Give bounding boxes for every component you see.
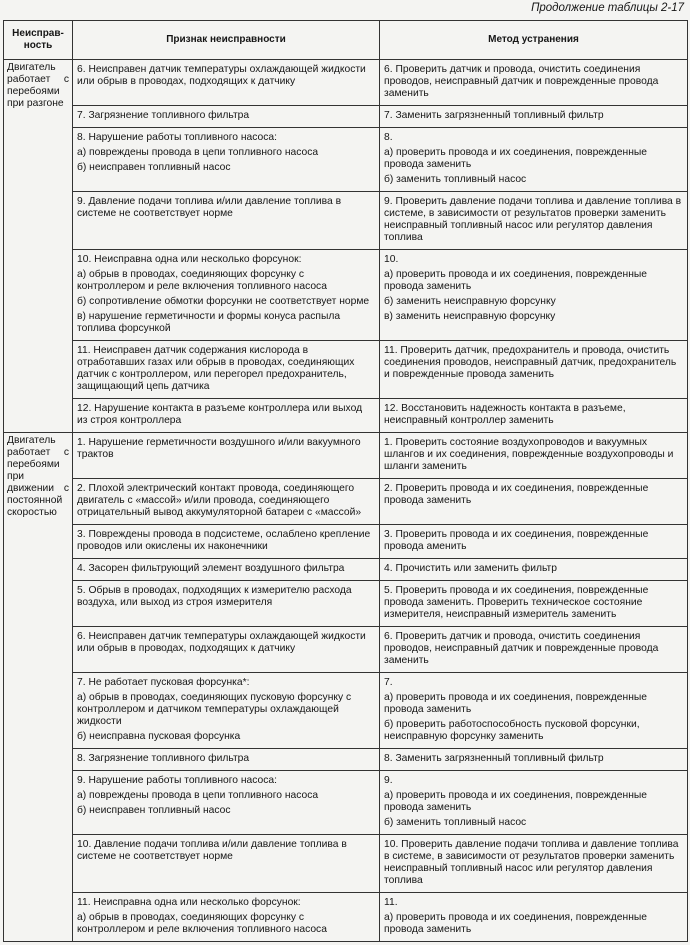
symptom-cell [73, 128, 380, 192]
table-row [4, 581, 688, 627]
symptom-cell [73, 771, 380, 835]
symptom-text: а) обрыв в проводах, соединяющих форсунку с контроллером и реле включения топливного насоса [77, 912, 327, 935]
fault-cell: Двигатель работает с перебоями при движении с постоянной скоростью [4, 433, 73, 942]
method-text: а) проверить провода и их соединения, поврежденные провода заменить [384, 147, 648, 170]
symptom-text: 11. Неисправна одна или несколько форсунок: [77, 897, 301, 908]
method-text: 9. [384, 775, 393, 786]
method-text: б) заменить топливный насос [384, 817, 527, 828]
symptom-cell [73, 479, 380, 525]
table-row [4, 479, 688, 525]
method-cell [380, 60, 688, 106]
method-text: 5. Проверить провода и их соединения, поврежденные провода заменить. Проверить техническое состояние измерителя, неисправный измеритель заменить [384, 585, 649, 620]
symptom-text: а) повреждены провода в цепи топливного насоса [77, 790, 319, 801]
table-row [4, 893, 688, 942]
method-text: б) заменить неисправную форсунку [384, 296, 556, 307]
symptom-text: 6. Неисправен датчик температуры охлаждающей жидкости или обрыв в проводах, подходящих к датчику [77, 64, 366, 87]
method-text: 9. Проверить давление подачи топлива и давление топлива в системе, в зависимости от результатов проверки заменить неисправный топливный насос или регулятор давления топлива [384, 196, 682, 243]
table-row [4, 749, 688, 771]
symptom-cell [73, 60, 380, 106]
method-cell [380, 835, 688, 893]
symptom-text: б) сопротивление обмотки форсунки не соответствует норме [77, 296, 370, 307]
symptom-cell [73, 433, 380, 479]
method-text: 4. Прочистить или заменить фильтр [384, 563, 557, 574]
symptom-text: 8. Нарушение работы топливного насоса: [77, 132, 278, 143]
symptom-cell [73, 192, 380, 250]
symptom-cell [73, 835, 380, 893]
method-cell [380, 479, 688, 525]
method-text: 11. [384, 897, 398, 908]
method-text: 8. Заменить загрязненный топливный фильтр [384, 753, 604, 764]
method-text: а) проверить провода и их соединения, поврежденные провода заменить [384, 269, 648, 292]
table-row [4, 673, 688, 749]
symptom-cell [73, 581, 380, 627]
symptom-text: 6. Неисправен датчик температуры охлаждающей жидкости или обрыв в проводах, подходящих к датчику [77, 631, 366, 654]
table-row [4, 399, 688, 433]
table-caption: Продолжение таблицы 2-17 [531, 2, 684, 14]
table-row [4, 433, 688, 479]
method-text: а) проверить провода и их соединения, поврежденные провода заменить [384, 692, 648, 715]
method-cell [380, 341, 688, 399]
method-cell [380, 893, 688, 942]
table-body [4, 60, 688, 942]
method-text: 6. Проверить датчик и провода, очистить соединения проводов, неисправный датчик и поврежденные провода заменить [384, 64, 659, 99]
symptom-cell [73, 559, 380, 581]
symptom-text: б) неисправна пусковая форсунка [77, 731, 241, 742]
symptom-text: 10. Давление подачи топлива и/или давление топлива в системе не соответствует норме [77, 839, 347, 862]
symptom-text: 9. Давление подачи топлива и/или давление топлива в системе не соответствует норме [77, 196, 342, 219]
symptom-text: 7. Не работает пусковая форсунка*: [77, 677, 250, 688]
fault-table [3, 20, 688, 942]
table-row [4, 627, 688, 673]
method-text: б) проверить работоспособность пусковой форсунки, неисправную форсунку заменить [384, 719, 640, 742]
method-text: 12. Восстановить надежность контакта в разъеме, неисправный контроллер заменить [384, 403, 626, 426]
method-cell [380, 192, 688, 250]
method-text: 7. [384, 677, 393, 688]
symptom-cell [73, 250, 380, 341]
method-text: 7. Заменить загрязненный топливный фильтр [384, 110, 604, 121]
symptom-text: 2. Плохой электрический контакт провода, соединяющего двигатель с «массой» и/или провода, соединяющего отрицательный вывод аккумуляторной батареи с «массой» [77, 483, 362, 518]
method-text: 11. Проверить датчик, предохранитель и провода, очистить соединения проводов, неисправный датчик, предохранитель и поврежденные провода заменить [384, 345, 677, 380]
header-symptom: Признак неисправности [73, 21, 380, 60]
method-cell [380, 525, 688, 559]
symptom-cell [73, 749, 380, 771]
symptom-cell [73, 673, 380, 749]
method-text: 10. Проверить давление подачи топлива и давление топлива в системе, в зависимости от результатов проверки заменить неисправный топливный насос или регулятор давления топлива [384, 839, 679, 886]
method-cell [380, 399, 688, 433]
table-row [4, 106, 688, 128]
symptom-text: 9. Нарушение работы топливного насоса: [77, 775, 278, 786]
symptom-cell [73, 106, 380, 128]
table-row [4, 771, 688, 835]
table-header-row [4, 21, 688, 60]
method-text: 2. Проверить провода и их соединения, поврежденные провода заменить [384, 483, 649, 506]
symptom-text: б) неисправен топливный насос [77, 162, 231, 173]
symptom-text: 11. Неисправен датчик содержания кислорода в отработавших газах или обрыв в проводах, соединяющих датчик с контроллером, или перегорел предохранитель, защищающий цепь датчика [77, 345, 355, 392]
symptom-text: а) обрыв в проводах, соединяющих форсунку с контроллером и реле включения топливного насоса [77, 269, 327, 292]
table-row [4, 559, 688, 581]
table-row [4, 835, 688, 893]
symptom-text: а) повреждены провода в цепи топливного насоса [77, 147, 319, 158]
symptom-text: 8. Загрязнение топливного фильтра [77, 753, 250, 764]
method-cell [380, 128, 688, 192]
symptom-text: 4. Засорен фильтрующий элемент воздушного фильтра [77, 563, 345, 574]
method-text: б) заменить топливный насос [384, 174, 527, 185]
method-cell [380, 581, 688, 627]
symptom-text: 1. Нарушение герметичности воздушного и/или вакуумного трактов [77, 437, 361, 460]
method-cell [380, 106, 688, 128]
symptom-cell [73, 341, 380, 399]
header-method: Метод устранения [380, 21, 688, 60]
symptom-text: б) неисправен топливный насос [77, 805, 231, 816]
method-text: а) проверить провода и их соединения, поврежденные провода заменить [384, 790, 648, 813]
symptom-cell [73, 399, 380, 433]
method-text: 3. Проверить провода и их соединения, поврежденные провода аменить [384, 529, 649, 552]
table-row [4, 60, 688, 106]
method-text: 10. [384, 254, 399, 265]
symptom-text: 7. Загрязнение топливного фильтра [77, 110, 250, 121]
method-cell [380, 771, 688, 835]
header-fault: Неисправ-ность [4, 21, 73, 60]
method-cell [380, 250, 688, 341]
table-row [4, 192, 688, 250]
table-row [4, 525, 688, 559]
table-row [4, 128, 688, 192]
symptom-text: 10. Неисправна одна или несколько форсунок: [77, 254, 302, 265]
symptom-text: 5. Обрыв в проводах, подходящих к измерителю расхода воздуха, или выход из строя измерителя [77, 585, 352, 608]
method-cell [380, 559, 688, 581]
symptom-text: 3. Повреждены провода в подсистеме, ослаблено крепление проводов или окислены их наконечники [77, 529, 371, 552]
symptom-text: 12. Нарушение контакта в разъеме контроллера или выход из строя контроллера [77, 403, 363, 426]
fault-cell: Двигатель работает с перебоями при разгоне [4, 60, 73, 433]
table-row [4, 250, 688, 341]
method-text: 1. Проверить состояние воздухопроводов и вакуумных шлангов и их соединения, поврежденные воздухопроводы и шланги заменить [384, 437, 674, 472]
method-text: в) заменить неисправную форсунку [384, 311, 556, 322]
symptom-cell [73, 627, 380, 673]
symptom-cell [73, 525, 380, 559]
method-text: а) проверить провода и их соединения, поврежденные провода заменить [384, 912, 648, 935]
symptom-text: а) обрыв в проводах, соединяющих пусковую форсунку с контроллером и датчиком температуры охлаждающей жидкости [77, 692, 352, 727]
method-cell [380, 673, 688, 749]
method-cell [380, 749, 688, 771]
symptom-text: в) нарушение герметичности и формы конуса распыла топлива форсункой [77, 311, 341, 334]
method-text: 6. Проверить датчик и провода, очистить соединения проводов, неисправный датчик и поврежденные провода заменить [384, 631, 659, 666]
symptom-cell [73, 893, 380, 942]
method-cell [380, 627, 688, 673]
table-row [4, 341, 688, 399]
method-cell [380, 433, 688, 479]
method-text: 8. [384, 132, 393, 143]
